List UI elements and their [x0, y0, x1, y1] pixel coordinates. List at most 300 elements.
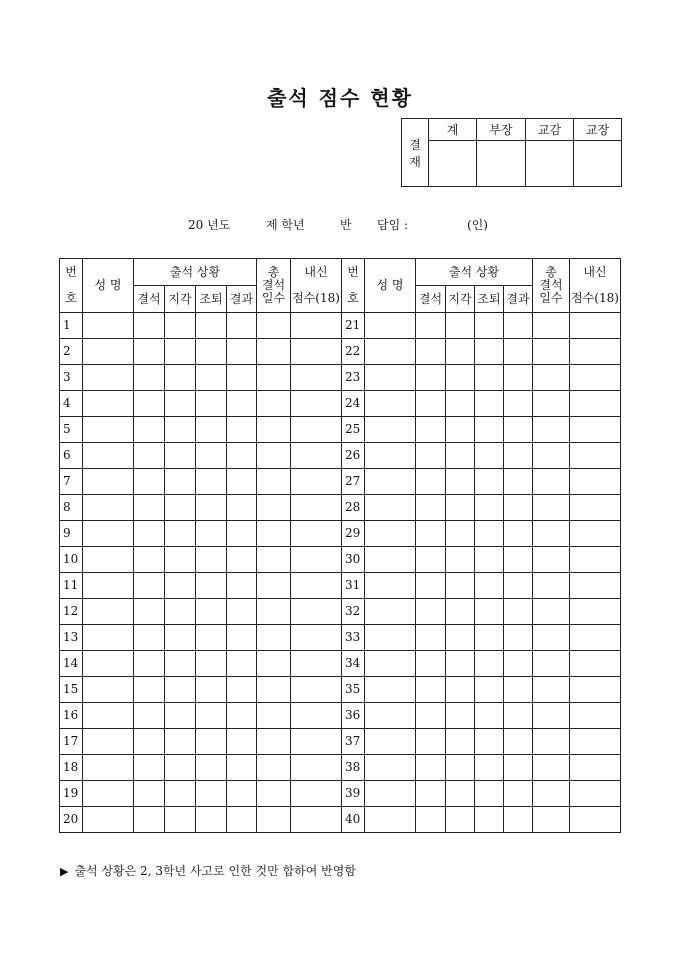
entry-cell[interactable] [416, 625, 446, 651]
entry-cell[interactable] [196, 339, 227, 365]
entry-cell[interactable] [533, 729, 570, 755]
entry-cell[interactable] [475, 391, 504, 417]
entry-cell[interactable] [134, 443, 165, 469]
entry-cell[interactable] [533, 391, 570, 417]
entry-cell[interactable] [446, 807, 475, 833]
entry-cell[interactable] [257, 573, 291, 599]
entry-cell[interactable] [533, 703, 570, 729]
entry-cell[interactable] [196, 755, 227, 781]
entry-cell[interactable] [475, 521, 504, 547]
entry-cell[interactable] [570, 703, 621, 729]
entry-cell[interactable] [533, 365, 570, 391]
row-number: 38 [342, 755, 365, 781]
entry-cell[interactable] [446, 651, 475, 677]
entry-cell[interactable] [291, 755, 342, 781]
entry-cell[interactable] [257, 625, 291, 651]
entry-cell[interactable] [365, 443, 416, 469]
entry-cell[interactable] [570, 755, 621, 781]
entry-cell[interactable] [365, 495, 416, 521]
entry-cell[interactable] [196, 599, 227, 625]
entry-cell[interactable] [416, 703, 446, 729]
entry-cell[interactable] [165, 781, 196, 807]
entry-cell[interactable] [475, 469, 504, 495]
entry-cell[interactable] [227, 495, 257, 521]
entry-cell[interactable] [533, 599, 570, 625]
entry-cell[interactable] [291, 729, 342, 755]
entry-cell[interactable] [365, 547, 416, 573]
entry-cell[interactable] [504, 703, 533, 729]
entry-cell[interactable] [416, 391, 446, 417]
entry-cell[interactable] [446, 339, 475, 365]
entry-cell[interactable] [165, 313, 196, 339]
entry-cell[interactable] [83, 547, 134, 573]
entry-cell[interactable] [475, 443, 504, 469]
entry-cell[interactable] [570, 469, 621, 495]
entry-cell[interactable] [446, 599, 475, 625]
entry-cell[interactable] [533, 469, 570, 495]
entry-cell[interactable] [227, 365, 257, 391]
entry-cell[interactable] [570, 495, 621, 521]
entry-cell[interactable] [475, 781, 504, 807]
entry-cell[interactable] [365, 391, 416, 417]
entry-cell[interactable] [365, 677, 416, 703]
entry-cell[interactable] [227, 703, 257, 729]
entry-cell[interactable] [446, 781, 475, 807]
entry-cell[interactable] [504, 339, 533, 365]
entry-cell[interactable] [504, 677, 533, 703]
entry-cell[interactable] [446, 469, 475, 495]
entry-cell[interactable] [257, 339, 291, 365]
entry-cell[interactable] [416, 807, 446, 833]
entry-cell[interactable] [83, 495, 134, 521]
entry-cell[interactable] [257, 365, 291, 391]
entry-cell[interactable] [227, 781, 257, 807]
entry-cell[interactable] [504, 547, 533, 573]
entry-cell[interactable] [504, 781, 533, 807]
entry-cell[interactable] [570, 573, 621, 599]
entry-cell[interactable] [227, 469, 257, 495]
entry-cell[interactable] [257, 443, 291, 469]
entry-cell[interactable] [533, 339, 570, 365]
entry-cell[interactable] [365, 469, 416, 495]
entry-cell[interactable] [365, 339, 416, 365]
entry-cell[interactable] [227, 729, 257, 755]
entry-cell[interactable] [365, 781, 416, 807]
entry-cell[interactable] [227, 677, 257, 703]
entry-cell[interactable] [165, 625, 196, 651]
entry-cell[interactable] [446, 417, 475, 443]
entry-cell[interactable] [416, 677, 446, 703]
entry-cell[interactable] [83, 677, 134, 703]
entry-cell[interactable] [227, 755, 257, 781]
entry-cell[interactable] [257, 391, 291, 417]
entry-cell[interactable] [227, 599, 257, 625]
entry-cell[interactable] [291, 625, 342, 651]
entry-cell[interactable] [83, 703, 134, 729]
entry-cell[interactable] [475, 755, 504, 781]
entry-cell[interactable] [446, 391, 475, 417]
entry-cell[interactable] [570, 599, 621, 625]
entry-cell[interactable] [291, 313, 342, 339]
entry-cell[interactable] [475, 547, 504, 573]
entry-cell[interactable] [291, 469, 342, 495]
entry-cell[interactable] [416, 547, 446, 573]
entry-cell[interactable] [83, 443, 134, 469]
approval-sign-cell[interactable] [574, 141, 622, 187]
table-row [60, 495, 621, 521]
entry-cell[interactable] [196, 521, 227, 547]
entry-cell[interactable] [196, 807, 227, 833]
info-grade: 제 학년 [266, 218, 305, 232]
entry-cell[interactable] [416, 729, 446, 755]
entry-cell[interactable] [504, 443, 533, 469]
entry-cell[interactable] [504, 417, 533, 443]
entry-cell[interactable] [570, 313, 621, 339]
entry-cell[interactable] [257, 495, 291, 521]
entry-cell[interactable] [83, 729, 134, 755]
entry-cell[interactable] [365, 729, 416, 755]
entry-cell[interactable] [365, 573, 416, 599]
entry-cell[interactable] [416, 755, 446, 781]
entry-cell[interactable] [227, 547, 257, 573]
entry-cell[interactable] [365, 807, 416, 833]
row-number: 33 [342, 625, 365, 651]
entry-cell[interactable] [165, 469, 196, 495]
entry-cell[interactable] [196, 391, 227, 417]
entry-cell[interactable] [416, 443, 446, 469]
entry-cell[interactable] [365, 651, 416, 677]
entry-cell[interactable] [504, 365, 533, 391]
entry-cell[interactable] [570, 521, 621, 547]
entry-cell[interactable] [570, 547, 621, 573]
entry-cell[interactable] [365, 703, 416, 729]
entry-cell[interactable] [570, 625, 621, 651]
entry-cell[interactable] [227, 625, 257, 651]
entry-cell[interactable] [475, 417, 504, 443]
entry-cell[interactable] [570, 391, 621, 417]
entry-cell[interactable] [416, 521, 446, 547]
entry-cell[interactable] [475, 807, 504, 833]
entry-cell[interactable] [227, 391, 257, 417]
entry-cell[interactable] [134, 781, 165, 807]
entry-cell[interactable] [533, 417, 570, 443]
entry-cell[interactable] [533, 521, 570, 547]
entry-cell[interactable] [291, 677, 342, 703]
entry-cell[interactable] [446, 703, 475, 729]
entry-cell[interactable] [257, 729, 291, 755]
entry-cell[interactable] [475, 677, 504, 703]
entry-cell[interactable] [365, 755, 416, 781]
entry-cell[interactable] [83, 651, 134, 677]
entry-cell[interactable] [165, 521, 196, 547]
table-row [60, 339, 621, 365]
entry-cell[interactable] [257, 521, 291, 547]
entry-cell[interactable] [196, 443, 227, 469]
entry-cell[interactable] [83, 521, 134, 547]
table-row [60, 625, 621, 651]
entry-cell[interactable] [83, 807, 134, 833]
entry-cell[interactable] [570, 677, 621, 703]
approval-sign-cell[interactable] [429, 141, 477, 187]
entry-cell[interactable] [257, 547, 291, 573]
entry-cell[interactable] [475, 703, 504, 729]
entry-cell[interactable] [416, 651, 446, 677]
entry-cell[interactable] [475, 651, 504, 677]
entry-cell[interactable] [165, 573, 196, 599]
entry-cell[interactable] [533, 573, 570, 599]
entry-cell[interactable] [365, 521, 416, 547]
entry-cell[interactable] [257, 313, 291, 339]
entry-cell[interactable] [227, 339, 257, 365]
entry-cell[interactable] [446, 547, 475, 573]
entry-cell[interactable] [196, 547, 227, 573]
entry-cell[interactable] [570, 807, 621, 833]
entry-cell[interactable] [475, 313, 504, 339]
entry-cell[interactable] [257, 781, 291, 807]
entry-cell[interactable] [365, 313, 416, 339]
entry-cell[interactable] [291, 521, 342, 547]
entry-cell[interactable] [504, 495, 533, 521]
entry-cell[interactable] [475, 339, 504, 365]
entry-cell[interactable] [134, 807, 165, 833]
entry-cell[interactable] [416, 781, 446, 807]
row-number: 13 [60, 625, 83, 651]
entry-cell[interactable] [134, 339, 165, 365]
entry-cell[interactable] [134, 729, 165, 755]
entry-cell[interactable] [475, 573, 504, 599]
entry-cell[interactable] [365, 599, 416, 625]
entry-cell[interactable] [446, 755, 475, 781]
entry-cell[interactable] [416, 599, 446, 625]
approval-col-1: 계 [429, 119, 477, 141]
row-number: 2 [60, 339, 83, 365]
entry-cell[interactable] [504, 573, 533, 599]
entry-cell[interactable] [291, 599, 342, 625]
entry-cell[interactable] [416, 313, 446, 339]
entry-cell[interactable] [365, 417, 416, 443]
entry-cell[interactable] [134, 677, 165, 703]
entry-cell[interactable] [134, 391, 165, 417]
entry-cell[interactable] [416, 495, 446, 521]
entry-cell[interactable] [475, 365, 504, 391]
entry-cell[interactable] [83, 469, 134, 495]
entry-cell[interactable] [257, 599, 291, 625]
entry-cell[interactable] [257, 807, 291, 833]
entry-cell[interactable] [83, 781, 134, 807]
entry-cell[interactable] [83, 755, 134, 781]
header-sub: 결과 [227, 286, 257, 313]
entry-cell[interactable] [291, 417, 342, 443]
entry-cell[interactable] [165, 417, 196, 443]
entry-cell[interactable] [533, 755, 570, 781]
entry-cell[interactable] [134, 755, 165, 781]
entry-cell[interactable] [257, 703, 291, 729]
entry-cell[interactable] [533, 495, 570, 521]
entry-cell[interactable] [570, 443, 621, 469]
entry-cell[interactable] [83, 599, 134, 625]
entry-cell[interactable] [475, 625, 504, 651]
entry-cell[interactable] [134, 469, 165, 495]
entry-cell[interactable] [533, 313, 570, 339]
entry-cell[interactable] [196, 651, 227, 677]
entry-cell[interactable] [504, 469, 533, 495]
entry-cell[interactable] [504, 729, 533, 755]
entry-cell[interactable] [365, 365, 416, 391]
entry-cell[interactable] [533, 677, 570, 703]
entry-cell[interactable] [196, 703, 227, 729]
entry-cell[interactable] [291, 391, 342, 417]
entry-cell[interactable] [570, 781, 621, 807]
entry-cell[interactable] [291, 339, 342, 365]
entry-cell[interactable] [291, 365, 342, 391]
entry-cell[interactable] [291, 807, 342, 833]
entry-cell[interactable] [196, 495, 227, 521]
entry-cell[interactable] [134, 573, 165, 599]
entry-cell[interactable] [416, 365, 446, 391]
row-number: 25 [342, 417, 365, 443]
entry-cell[interactable] [291, 651, 342, 677]
entry-cell[interactable] [227, 521, 257, 547]
entry-cell[interactable] [165, 807, 196, 833]
entry-cell[interactable] [196, 573, 227, 599]
entry-cell[interactable] [257, 469, 291, 495]
entry-cell[interactable] [134, 521, 165, 547]
entry-cell[interactable] [570, 365, 621, 391]
entry-cell[interactable] [83, 625, 134, 651]
row-number: 32 [342, 599, 365, 625]
entry-cell[interactable] [165, 443, 196, 469]
entry-cell[interactable] [165, 677, 196, 703]
entry-cell[interactable] [504, 755, 533, 781]
entry-cell[interactable] [227, 573, 257, 599]
entry-cell[interactable] [83, 573, 134, 599]
entry-cell[interactable] [446, 521, 475, 547]
entry-cell[interactable] [196, 313, 227, 339]
entry-cell[interactable] [365, 625, 416, 651]
entry-cell[interactable] [165, 365, 196, 391]
entry-cell[interactable] [196, 781, 227, 807]
entry-cell[interactable] [533, 547, 570, 573]
entry-cell[interactable] [504, 521, 533, 547]
entry-cell[interactable] [165, 651, 196, 677]
entry-cell[interactable] [165, 391, 196, 417]
entry-cell[interactable] [291, 547, 342, 573]
entry-cell[interactable] [83, 339, 134, 365]
entry-cell[interactable] [227, 417, 257, 443]
entry-cell[interactable] [227, 443, 257, 469]
entry-cell[interactable] [257, 417, 291, 443]
entry-cell[interactable] [165, 495, 196, 521]
entry-cell[interactable] [416, 339, 446, 365]
entry-cell[interactable] [196, 365, 227, 391]
entry-cell[interactable] [165, 599, 196, 625]
entry-cell[interactable] [533, 651, 570, 677]
entry-cell[interactable] [446, 677, 475, 703]
entry-cell[interactable] [475, 599, 504, 625]
entry-cell[interactable] [83, 391, 134, 417]
entry-cell[interactable] [446, 443, 475, 469]
entry-cell[interactable] [504, 391, 533, 417]
entry-cell[interactable] [533, 781, 570, 807]
entry-cell[interactable] [291, 443, 342, 469]
entry-cell[interactable] [533, 807, 570, 833]
entry-cell[interactable] [83, 417, 134, 443]
entry-cell[interactable] [257, 651, 291, 677]
entry-cell[interactable] [291, 781, 342, 807]
entry-cell[interactable] [446, 313, 475, 339]
entry-cell[interactable] [165, 339, 196, 365]
entry-cell[interactable] [257, 677, 291, 703]
entry-cell[interactable] [227, 313, 257, 339]
entry-cell[interactable] [83, 365, 134, 391]
entry-cell[interactable] [134, 417, 165, 443]
entry-cell[interactable] [504, 625, 533, 651]
entry-cell[interactable] [196, 677, 227, 703]
entry-cell[interactable] [196, 469, 227, 495]
approval-sign-cell[interactable] [526, 141, 574, 187]
entry-cell[interactable] [533, 443, 570, 469]
entry-cell[interactable] [570, 417, 621, 443]
entry-cell[interactable] [165, 547, 196, 573]
entry-cell[interactable] [446, 365, 475, 391]
entry-cell[interactable] [416, 573, 446, 599]
entry-cell[interactable] [134, 625, 165, 651]
entry-cell[interactable] [134, 547, 165, 573]
entry-cell[interactable] [570, 339, 621, 365]
entry-cell[interactable] [291, 495, 342, 521]
entry-cell[interactable] [227, 807, 257, 833]
entry-cell[interactable] [504, 599, 533, 625]
entry-cell[interactable] [446, 495, 475, 521]
entry-cell[interactable] [533, 625, 570, 651]
entry-cell[interactable] [196, 417, 227, 443]
entry-cell[interactable] [165, 729, 196, 755]
entry-cell[interactable] [504, 807, 533, 833]
entry-cell[interactable] [475, 729, 504, 755]
entry-cell[interactable] [227, 651, 257, 677]
entry-cell[interactable] [134, 495, 165, 521]
entry-cell[interactable] [165, 703, 196, 729]
entry-cell[interactable] [196, 729, 227, 755]
entry-cell[interactable] [446, 573, 475, 599]
entry-cell[interactable] [475, 495, 504, 521]
entry-cell[interactable] [504, 313, 533, 339]
entry-cell[interactable] [134, 703, 165, 729]
entry-cell[interactable] [257, 755, 291, 781]
entry-cell[interactable] [570, 729, 621, 755]
entry-cell[interactable] [570, 651, 621, 677]
row-number: 24 [342, 391, 365, 417]
entry-cell[interactable] [165, 755, 196, 781]
entry-cell[interactable] [291, 573, 342, 599]
table-row [60, 469, 621, 495]
entry-cell[interactable] [504, 651, 533, 677]
entry-cell[interactable] [83, 313, 134, 339]
entry-cell[interactable] [134, 365, 165, 391]
header-sub: 조퇴 [475, 286, 504, 313]
entry-cell[interactable] [291, 703, 342, 729]
entry-cell[interactable] [134, 313, 165, 339]
entry-cell[interactable] [416, 417, 446, 443]
entry-cell[interactable] [134, 651, 165, 677]
entry-cell[interactable] [196, 625, 227, 651]
approval-sign-cell[interactable] [477, 141, 526, 187]
table-row [60, 443, 621, 469]
entry-cell[interactable] [134, 599, 165, 625]
entry-cell[interactable] [446, 625, 475, 651]
entry-cell[interactable] [446, 729, 475, 755]
entry-cell[interactable] [416, 469, 446, 495]
